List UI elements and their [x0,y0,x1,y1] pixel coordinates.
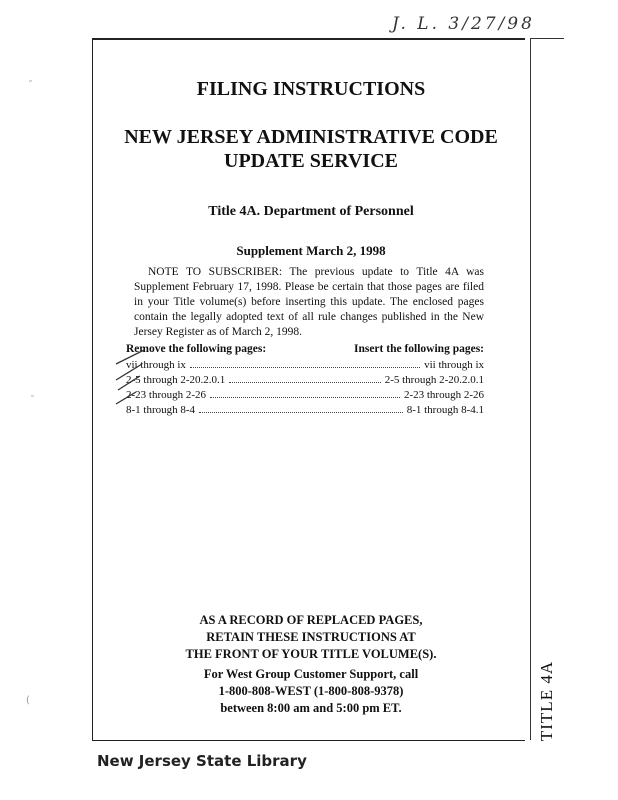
note-to-subscriber: NOTE TO SUBSCRIBER: The previous update to Title 4A was Supplement February 17, 1998. Please be certain that those pages are filed in your Title volume(s) before inserting this update. The enclosed pages contain the legally adopted text of all rule changes published in the New Jersey Register as of March 2, 1998. [134,266,484,338]
insert-pages: 2-23 through 2-26 [403,389,484,401]
insert-pages: 2-5 through 2-20.2.0.1 [384,374,484,386]
remove-pages: vii through ix [126,359,186,371]
spine-label: TITLE 4A [537,660,557,742]
scan-speck: ˘ [28,80,33,91]
dot-leader [199,412,403,413]
insert-pages: vii through ix [424,359,484,371]
insert-pages: 8-1 through 8-4.1 [406,404,484,416]
record-instructions [92,612,530,663]
scan-speck: ( [26,695,30,706]
support-line: 1-800-808-WEST (1-800-808-9378) [218,684,404,698]
dot-leader [210,397,400,398]
library-stamp: New Jersey State Library [97,752,307,770]
supplement-date: Supplement March 2, 1998 [236,243,386,258]
remove-pages: 8-1 through 8-4 [126,404,196,416]
insert-header: Insert the following pages: [353,343,484,355]
record-line: RETAIN THESE INSTRUCTIONS AT [206,630,416,644]
code-title-line-1: NEW JERSEY ADMINISTRATIVE CODE [124,126,498,148]
page-heading: FILING INSTRUCTIONS [196,78,426,100]
dot-leader [229,382,380,383]
record-line: AS A RECORD OF REPLACED PAGES, [199,613,423,627]
support-line: For West Group Customer Support, call [203,667,419,681]
customer-support [92,666,530,717]
code-title [92,125,530,173]
record-line: THE FRONT OF YOUR TITLE VOLUME(S). [185,647,437,661]
page-replacement-table [126,343,484,418]
spine-tab [530,38,564,742]
support-line: between 8:00 am and 5:00 pm ET. [220,701,402,715]
handwritten-initials-date: J. L. 3/27/98 [392,14,535,34]
title-name: Title 4A. Department of Personnel [208,204,414,219]
page-row [126,388,484,403]
code-title-line-2: UPDATE SERVICE [224,150,398,172]
remove-header: Remove the following pages: [126,343,267,355]
remove-pages: 2-23 through 2-26 [126,389,207,401]
page-row [126,403,484,418]
remove-pages: 2-5 through 2-20.2.0.1 [126,374,226,386]
page-row [126,373,484,388]
page-row [126,358,484,373]
dot-leader [190,367,420,368]
scan-speck: ˘ [30,395,35,406]
